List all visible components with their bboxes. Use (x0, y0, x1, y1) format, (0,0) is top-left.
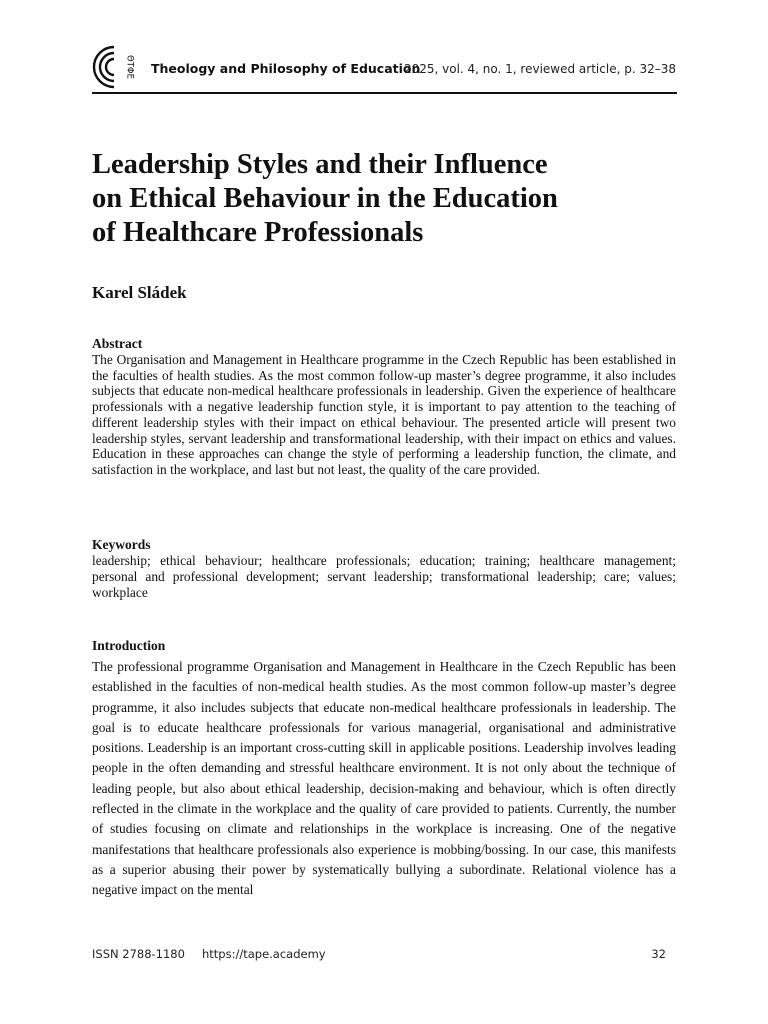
article-title (92, 148, 692, 250)
introduction-heading: Introduction (92, 638, 166, 653)
journal-name: Theology and Philosophy of Education (151, 61, 421, 76)
issue-info: 2025, vol. 4, no. 1, reviewed article, p. 32–38 (403, 62, 676, 76)
keywords-text: leadership; ethical behaviour; healthcare professionals; education; training; healthcare management; personal and professional development; servant leadership; transformational leadership; care; values; workplace (92, 553, 676, 600)
header-divider (92, 92, 677, 94)
title-line: Leadership Styles and their Influence (92, 149, 548, 180)
journal-logo-icon (92, 44, 136, 90)
abstract-text: The Organisation and Management in Healthcare programme in the Czech Republic has been established in the faculties of health studies. As the most common follow-up master’s degree programme, it also includes subjects that educate non-medical healthcare professionals in leadership. Given the experience of healthcare professionals with a negative leadership function style, it is important to pay attention to the teaching of different leadership styles with their impact on ethical behaviour. The presented article will present two leadership styles, servant leadership and transformational leadership, with their impact on ethics and values. Education in these approaches can change the style of performing a leadership function, the climate, and satisfaction in the workplace, and last but not least, the quality of the care provided. (92, 352, 676, 477)
author-name: Karel Sládek (92, 283, 187, 302)
page-number: 32 (651, 947, 666, 961)
title-line: on Ethical Behaviour in the Education (92, 183, 558, 214)
issn: ISSN 2788-1180 (92, 947, 185, 961)
title-line: of Healthcare Professionals (92, 217, 424, 248)
page-header (92, 44, 676, 94)
keywords-heading: Keywords (92, 537, 151, 552)
abstract-heading: Abstract (92, 336, 143, 351)
logo-text: ΘΤΦΕ (124, 55, 135, 79)
journal-url-link[interactable]: https://tape.academy (202, 947, 326, 961)
introduction-text: The professional programme Organisation and Management in Healthcare in the Czech Republic has been established in the faculties of non-medical health studies. As the most common follow-up master’s degree programme, it also includes subjects that educate non-medical healthcare professionals in leadership. The goal is to educate healthcare professionals for various managerial, organisational and administrative positions. Leadership is an important cross-cutting skill in applicable positions. Leadership involves leading people in the often demanding and stressful healthcare environment. It is not only about the technique of leading people, but also about ethical leadership, decision-making and behaviour, which is often directly reflected in the climate in the workplace and the quality of care provided to patients. Currently, the number of studies focusing on climate and relationships in the workplace is increasing. One of the negative manifestations that healthcare professionals also experience is mobbing/bossing. In our case, this manifests as a superior abusing their power by systematically bullying a subordinate. Relational violence has a negative impact on the mental (92, 659, 676, 898)
